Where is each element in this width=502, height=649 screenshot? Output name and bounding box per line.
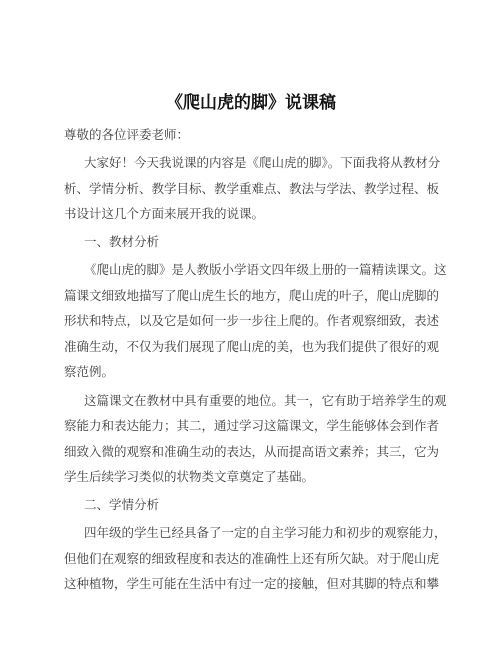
intro-line-3: 书设计这几个方面来展开我的说课。 — [64, 206, 265, 221]
paragraph-line: 《爬山虎的脚》是人教版小学语文四年级上册的一篇精读课文。这 — [84, 262, 447, 277]
paragraph-line: 篇课文细致地描写了爬山虎生长的地方，爬山虎的叶子，爬山虎脚的 — [64, 288, 440, 303]
intro-line-2: 析、学情分析、教学目标、教学重难点、教法与学法、教学过程、板 — [64, 181, 440, 196]
paragraph-line: 细致入微的观察和准确生动的表达，从而提高语文素养；其三，它为 — [64, 444, 440, 459]
salutation: 尊敬的各位评委老师： — [64, 127, 190, 142]
document-title: 《爬山虎的脚》说课稿 — [166, 93, 336, 113]
paragraph-line: 但他们在观察的细致程度和表达的准确性上还有所欠缺。对于爬山虎 — [64, 551, 440, 566]
paragraph-line: 形状和特点，以及它是如何一步一步往上爬的。作者观察细致，表述 — [64, 313, 440, 328]
section-heading-textbook-analysis: 一、教材分析 — [84, 234, 160, 249]
section-heading-student-analysis: 二、学情分析 — [84, 497, 160, 512]
paragraph-line: 这篇课文在教材中具有重要的地位。其一，它有助于培养学生的观 — [84, 393, 447, 408]
paragraph-line: 这种植物，学生可能在生活中有过一定的接触，但对其脚的特点和攀 — [64, 576, 440, 591]
paragraph-line: 察能力和表达能力；其二，通过学习这篇课文，学生能够体会到作者 — [64, 418, 440, 433]
paragraph-line: 准确生动，不仅为我们展现了爬山虎的美，也为我们提供了很好的观 — [64, 339, 440, 354]
paragraph-line: 学生后续学习类似的状物类文章奠定了基础。 — [64, 469, 315, 484]
intro-line-1: 大家好！今天我说课的内容是《爬山虎的脚》。下面我将从教材分 — [84, 155, 441, 170]
paragraph-line: 察范例。 — [64, 364, 115, 379]
paragraph-line: 四年级的学生已经具备了一定的自主学习能力和初步的观察能力， — [84, 525, 447, 540]
